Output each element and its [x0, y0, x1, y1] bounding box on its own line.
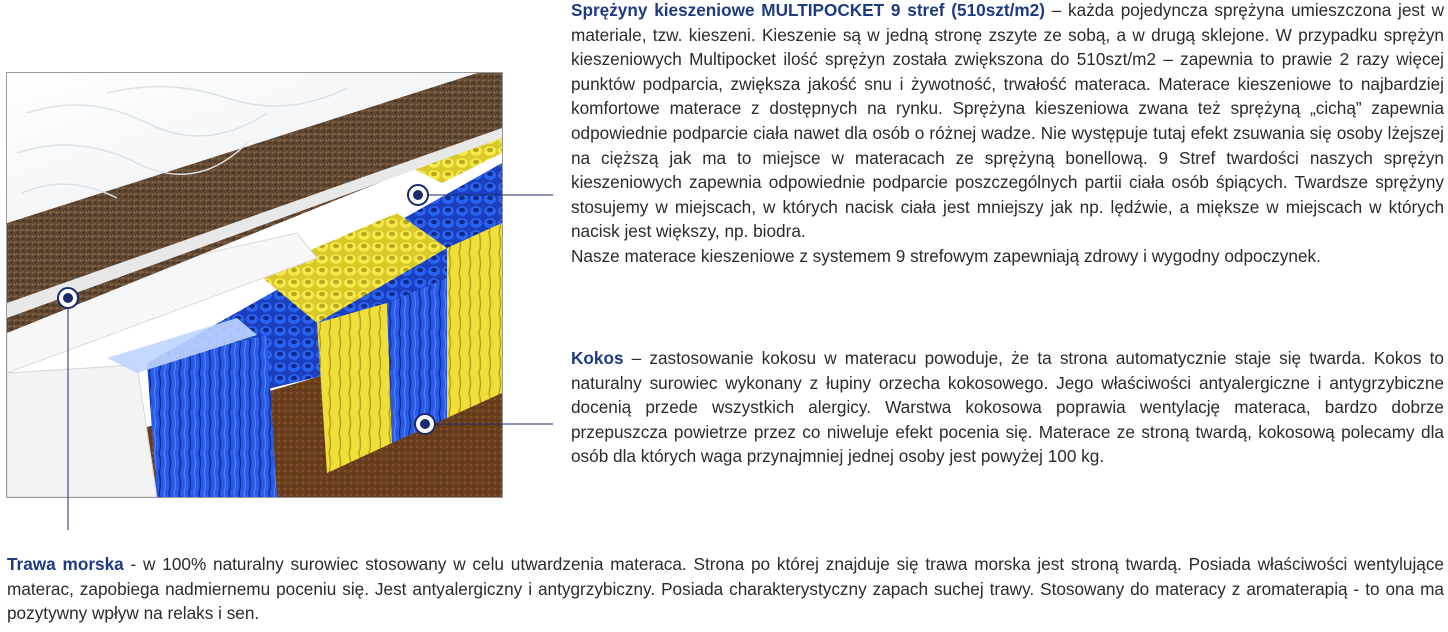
kokos-description [571, 346, 1444, 469]
kokos-body: – zastosowanie kokosu w materacu powoduje, że ta strona automatycznie staje się twarda. Kokos to naturalny surowiec wykonany z łupiny orzecha kokosowego. Jego właściwości antyalergiczne i antygrzybiczne docenią przede wszystkich alergicy. Warstwa kokosowa poprawia wentylację materaca, bardzo dobrze przepuszcza powietrze przez co niweluje efekt pocenia się. Materace ze stroną twardą, kokosową polecamy dla osób dla których waga przynajmniej jednej osoby jest powyżej 100 kg. [571, 348, 1444, 467]
springs-closing: Nasze materace kieszeniowe z systemem 9 strefowym zapewniają zdrowy i wygodny odpoczynek. [571, 245, 1321, 266]
springs-description [571, 0, 1444, 269]
trawa-heading: Trawa morska [7, 554, 124, 574]
trawa-description [7, 552, 1444, 626]
kokos-heading: Kokos [571, 348, 624, 368]
springs-body: – każda pojedyncza sprężyna umieszczona jest w materiale, tzw. kieszeni. Kieszenie są w jedną stronę zszyte ze sobą, a w drugą sklejone. W przypadku sprężyn kieszeniowych Multipocket ilość sprężyn została zwiększona do 510szt/m2 – zapewnia to prawie 2 razy więcej punktów podparcia, zwiększa jakość snu i żywotność, trwałość materaca. Materace kieszeniowe to najbardziej komfortowe materace z dostępnych na rynku. Sprężyna kieszeniowa zwana też sprężyną „cichą” zapewnia odpowiednie podparcie ciała nawet dla osób o różnej wadze. Nie występuje tutaj efekt zsuwania się osoby lżejszej na cięższą jak ma to miejsce w materacach ze sprężyną bonellową. 9 Stref twardości naszych sprężyn kieszeniowych zapewnia odpowiednie podparcie poszczególnych partii ciała osób śpiących. Twardsze sprężyny stosujemy w miejscach, w których nacisk ciała jest mniejszy jak np. lędźwie, a miększe w miejscach w których nacisk jest większy, np. biodra. [571, 0, 1444, 242]
trawa-body: - w 100% naturalny surowiec stosowany w celu utwardzenia materaca. Strona po której znajduje się trawa morska jest stroną twardą. Posiada właściwości wentylujące materac, zapobiega nadmiernemu poceniu się. Jest antyalergiczny i antygrzybiczny. Posiada charakterystyczny zapach suchej trawy. Stosowany do materacy z aromaterapią - to ona ma pozytywny wpływ na relaks i sen. [7, 554, 1444, 624]
springs-heading: Sprężyny kieszeniowe MULTIPOCKET 9 stref (510szt/m2) [571, 0, 1045, 20]
